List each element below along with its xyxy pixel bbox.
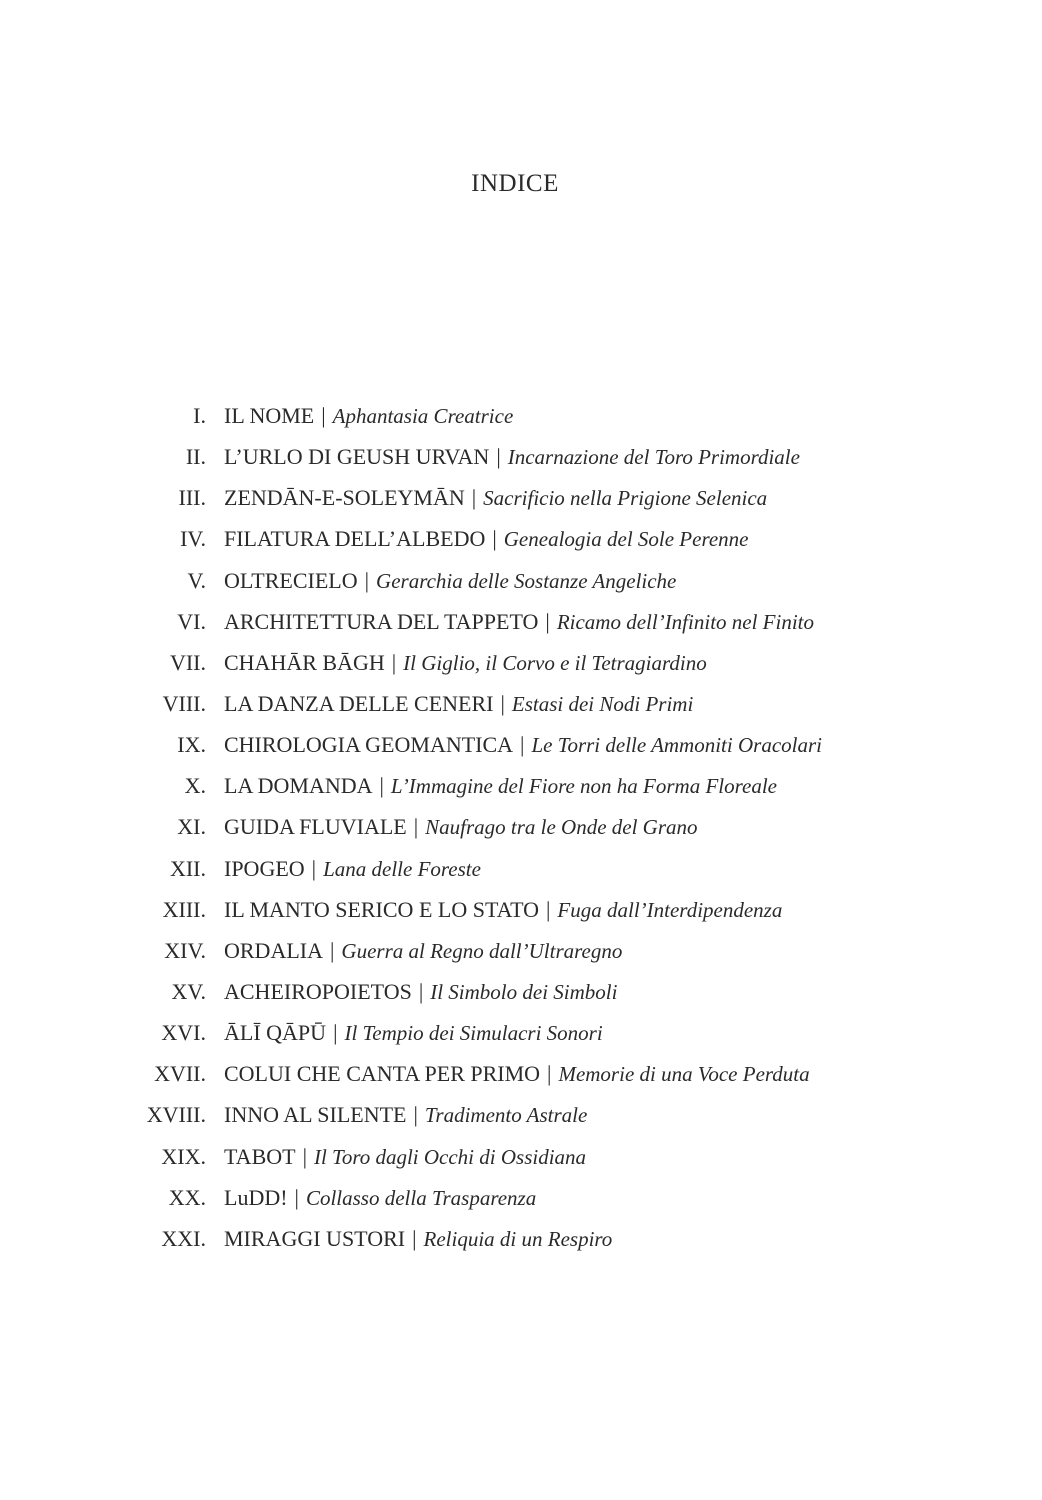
chapter-number: III. (178, 485, 206, 511)
toc-entry (0, 1218, 1042, 1259)
toc-entry (0, 1053, 1042, 1094)
chapter-number: XIX. (161, 1143, 206, 1169)
chapter-separator: | (333, 1020, 338, 1046)
chapter-title: IL MANTO SERICO E LO STATO (224, 896, 540, 922)
chapter-title: IPOGEO (224, 855, 305, 881)
chapter-number: XIII. (162, 896, 206, 922)
page-title: INDICE (471, 170, 559, 197)
chapter-title: GUIDA FLUVIALE (224, 814, 407, 840)
chapter-number: XVIII. (146, 1102, 206, 1128)
chapter-separator: | (413, 814, 419, 840)
chapter-separator: | (492, 526, 497, 552)
chapter-separator: | (321, 403, 326, 428)
chapter-number: XVII. (154, 1061, 206, 1087)
chapter-subtitle: Reliquia di un Respiro (423, 1226, 613, 1251)
chapter-subtitle: Sacrificio nella Prigione Selenica (483, 486, 768, 511)
chapter-subtitle: Naufrago tra le Onde del Grano (425, 815, 698, 840)
chapter-title: COLUI CHE CANTA PER PRIMO (224, 1061, 541, 1087)
chapter-separator: | (413, 1102, 418, 1128)
chapter-title: CHIROLOGIA GEOMANTICA (224, 732, 514, 758)
chapter-title: ZENDĀN-E-SOLEYMĀN (224, 485, 465, 511)
chapter-separator: | (547, 1061, 552, 1087)
chapter-title: ARCHITETTURA DEL TAPPETO (224, 608, 539, 634)
chapter-separator: | (520, 732, 525, 758)
chapter-number: XXI. (161, 1225, 206, 1251)
chapter-subtitle: Memorie di una Voce Perduta (558, 1062, 810, 1087)
chapter-separator: | (294, 1184, 299, 1210)
toc-entry (0, 1177, 1042, 1218)
toc-entry (0, 601, 1042, 642)
chapter-number: XVI. (161, 1020, 206, 1046)
toc-entry (0, 560, 1042, 601)
chapter-title: LuDD! (224, 1184, 288, 1210)
chapter-title: TABOT (224, 1143, 296, 1169)
toc-entry (0, 1136, 1042, 1177)
toc-entry (0, 971, 1042, 1012)
chapter-number: IX. (177, 732, 206, 758)
toc-entry (0, 930, 1042, 971)
chapter-separator: | (311, 855, 317, 881)
chapter-number: VII. (169, 649, 206, 675)
toc-entry (0, 889, 1042, 930)
chapter-subtitle: Fuga dall’Interdipendenza (557, 897, 783, 922)
chapter-title: OLTRECIELO (224, 567, 358, 593)
chapter-separator: | (391, 649, 397, 675)
chapter-subtitle: Lana delle Foreste (323, 856, 481, 881)
chapter-number: XX. (168, 1184, 206, 1210)
chapter-title: INNO AL SILENTE (224, 1102, 407, 1128)
toc-entry (0, 724, 1042, 765)
chapter-separator: | (364, 567, 370, 593)
chapter-title: CHAHĀR BĀGH (224, 649, 385, 675)
toc-entry (0, 1094, 1042, 1135)
chapter-subtitle: Estasi dei Nodi Primi (511, 691, 694, 716)
chapter-subtitle: Ricamo dell’Infinito nel Finito (556, 609, 815, 634)
toc-entry (0, 395, 1042, 436)
chapter-subtitle: Il Tempio dei Simulacri Sonori (344, 1021, 603, 1046)
chapter-title: ĀLĪ QĀPŪ (224, 1020, 327, 1046)
chapter-subtitle: Aphantasia Creatrice (332, 404, 514, 428)
toc-entry (0, 436, 1042, 477)
toc-entry (0, 806, 1042, 847)
chapter-number: XI. (177, 814, 206, 840)
chapter-separator: | (418, 978, 424, 1004)
chapter-title: LA DANZA DELLE CENERI (224, 690, 494, 716)
chapter-title: FILATURA DELL’ALBEDO (224, 526, 486, 552)
chapter-title: L’URLO DI GEUSH URVAN (224, 444, 490, 470)
chapter-subtitle: Il Giglio, il Corvo e il Tetragiardino (403, 650, 707, 675)
chapter-separator: | (302, 1143, 307, 1169)
chapter-number: II. (185, 444, 206, 470)
chapter-separator: | (496, 444, 501, 470)
chapter-number: IV. (180, 526, 206, 552)
chapter-subtitle: Collasso della Trasparenza (305, 1185, 537, 1210)
toc-entry (0, 477, 1042, 518)
toc-entry (0, 848, 1042, 889)
chapter-number: XII. (169, 855, 206, 881)
chapter-title: ORDALIA (224, 937, 323, 963)
chapter-subtitle: Gerarchia delle Sostanze Angeliche (376, 568, 677, 593)
chapter-subtitle: Genealogia del Sole Perenne (503, 527, 749, 552)
toc-entry (0, 518, 1042, 559)
chapter-separator: | (330, 937, 335, 963)
chapter-title: ACHEIROPOIETOS (224, 978, 412, 1004)
chapter-subtitle: Incarnazione del Toro Primordiale (507, 445, 800, 470)
chapter-separator: | (546, 896, 551, 922)
chapter-subtitle: L’Immagine del Fiore non ha Forma Floreale (390, 774, 778, 799)
chapter-separator: | (471, 485, 477, 511)
chapter-number: I. (193, 403, 206, 428)
chapter-separator: | (545, 608, 550, 634)
chapter-number: X. (184, 773, 206, 799)
chapter-separator: | (500, 690, 505, 716)
chapter-subtitle: Il Simbolo dei Simboli (430, 979, 618, 1004)
chapter-separator: | (412, 1225, 417, 1251)
chapter-subtitle: Il Toro dagli Occhi di Ossidiana (313, 1144, 587, 1169)
chapter-number: XIV. (164, 937, 206, 963)
table-of-contents (0, 395, 1042, 1259)
toc-entry (0, 765, 1042, 806)
chapter-number: V. (187, 567, 206, 593)
chapter-title: IL NOME (224, 403, 315, 428)
chapter-separator: | (379, 773, 384, 799)
toc-entry (0, 1012, 1042, 1053)
chapter-subtitle: Le Torri delle Ammoniti Oracolari (531, 733, 822, 758)
chapter-subtitle: Guerra al Regno dall’Ultraregno (341, 938, 623, 963)
toc-entry (0, 683, 1042, 724)
chapter-number: VI. (177, 608, 206, 634)
chapter-subtitle: Tradimento Astrale (424, 1103, 588, 1128)
chapter-number: XV. (171, 978, 206, 1004)
chapter-number: VIII. (162, 690, 206, 716)
chapter-title: MIRAGGI USTORI (224, 1225, 406, 1251)
chapter-title: LA DOMANDA (224, 773, 373, 799)
toc-entry (0, 642, 1042, 683)
